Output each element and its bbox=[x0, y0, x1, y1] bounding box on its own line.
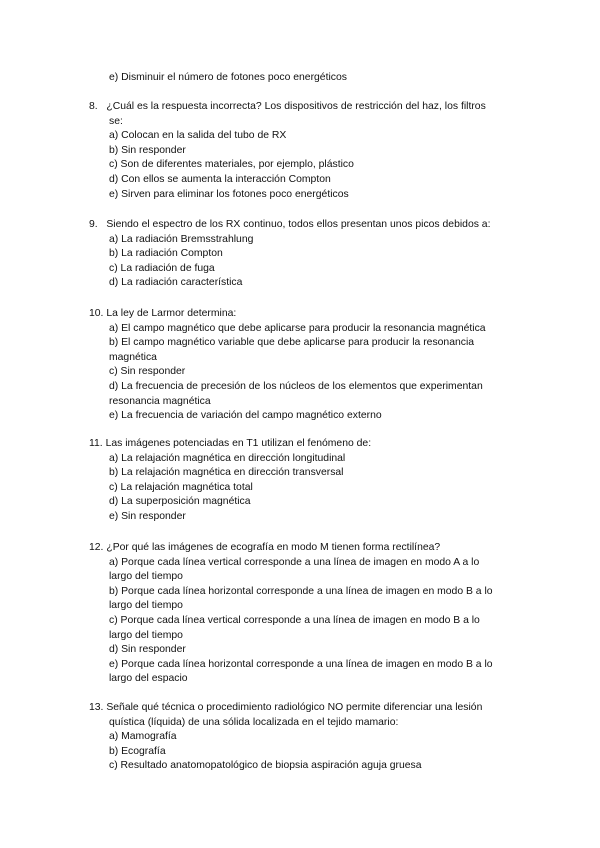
option-a-line-2: largo del tiempo bbox=[109, 571, 183, 583]
question-number: 13. bbox=[89, 702, 104, 713]
option-e: e) Sin responder bbox=[109, 510, 186, 522]
question-text: Señale qué técnica o procedimiento radiológico NO permite diferenciar una lesión bbox=[106, 702, 483, 713]
option-c: c) Sin responder bbox=[109, 366, 186, 378]
option-b-line-1: b) Porque cada línea horizontal corresponde a una línea de imagen en modo B a lo bbox=[109, 585, 493, 597]
option-e: e) Sirven para eliminar los fotones poco energéticos bbox=[109, 188, 349, 200]
previous-question-option-e bbox=[109, 71, 529, 86]
option-a bbox=[109, 556, 529, 585]
option-d-line-2: resonancia magnética bbox=[109, 395, 211, 407]
question-text: Siendo el espectro de los RX continuo, todos ellos presentan unos picos debidos a: bbox=[106, 219, 491, 230]
question-stem bbox=[89, 437, 529, 452]
options-list bbox=[89, 233, 529, 291]
option-b-line-2: largo del tiempo bbox=[109, 600, 183, 612]
option-a: a) La radiación Bremsstrahlung bbox=[109, 233, 254, 245]
options-list bbox=[89, 129, 529, 202]
question-stem bbox=[89, 541, 529, 556]
option-b: b) Sin responder bbox=[109, 144, 186, 156]
option-c: c) La radiación de fuga bbox=[109, 262, 215, 274]
options-list bbox=[89, 556, 529, 687]
option-e: e) La frecuencia de variación del campo magnético externo bbox=[109, 410, 382, 422]
option-c-line-1: c) Porque cada línea vertical corresponde a una línea de imagen en modo B a lo bbox=[109, 614, 480, 626]
question-text-continued: se: bbox=[109, 115, 123, 127]
options-list bbox=[89, 730, 529, 774]
option-b bbox=[109, 336, 529, 365]
question-10 bbox=[89, 307, 529, 424]
option-a-line-1: a) Porque cada línea vertical corresponde a una línea de imagen en modo A a lo bbox=[109, 556, 480, 568]
question-13 bbox=[89, 701, 529, 774]
option-c: c) La relajación magnética total bbox=[109, 481, 253, 493]
question-text: ¿Por qué las imágenes de ecografía en modo M tienen forma rectilínea? bbox=[106, 542, 441, 553]
options-list bbox=[89, 322, 529, 424]
option-e bbox=[109, 658, 529, 687]
question-text: ¿Cuál es la respuesta incorrecta? Los dispositivos de restricción del haz, los filtros bbox=[106, 101, 486, 112]
question-text: Las imágenes potenciadas en T1 utilizan el fenómeno de: bbox=[105, 438, 372, 449]
option-b bbox=[109, 585, 529, 614]
question-stem bbox=[89, 100, 529, 115]
option-c: c) Resultado anatomopatológico de biopsia aspiración aguja gruesa bbox=[109, 760, 422, 772]
option-a: a) La relajación magnética en dirección longitudinal bbox=[109, 452, 346, 464]
option-a: a) Colocan en la salida del tubo de RX bbox=[109, 130, 287, 142]
option-d: d) Con ellos se aumenta la interacción Compton bbox=[109, 173, 331, 185]
option-d: d) Sin responder bbox=[109, 644, 186, 656]
option-d: d) La superposición magnética bbox=[109, 496, 251, 508]
option-b-line-1: b) El campo magnético variable que debe aplicarse para producir la resonancia bbox=[109, 337, 475, 349]
question-11 bbox=[89, 437, 529, 525]
question-8 bbox=[89, 100, 529, 202]
option-c: c) Son de diferentes materiales, por ejemplo, plástico bbox=[109, 159, 354, 171]
question-number: 11. bbox=[89, 438, 103, 449]
question-number: 12. bbox=[89, 542, 104, 553]
option-d bbox=[109, 380, 529, 409]
option-a: a) Mamografía bbox=[109, 731, 177, 743]
option-b: b) Ecografía bbox=[109, 745, 166, 757]
question-number: 10. bbox=[89, 308, 104, 319]
question-text-continued: quística (líquida) de una sólida localizada en el tejido mamario: bbox=[109, 716, 399, 728]
option-e-line-1: e) Porque cada línea horizontal corresponde a una línea de imagen en modo B a lo bbox=[109, 658, 493, 670]
question-9 bbox=[89, 218, 529, 291]
option-text: e) Disminuir el número de fotones poco energéticos bbox=[109, 72, 347, 83]
option-c bbox=[109, 614, 529, 643]
question-12 bbox=[89, 541, 529, 687]
option-d: d) La radiación característica bbox=[109, 277, 243, 289]
option-a: a) El campo magnético que debe aplicarse para producir la resonancia magnética bbox=[109, 322, 486, 334]
question-number: 8. bbox=[89, 101, 98, 112]
option-b: b) La radiación Compton bbox=[109, 248, 223, 260]
option-b-line-2: magnética bbox=[109, 351, 157, 363]
question-text: La ley de Larmor determina: bbox=[106, 308, 237, 319]
question-number: 9. bbox=[89, 219, 98, 230]
option-b: b) La relajación magnética en dirección transversal bbox=[109, 467, 344, 479]
question-stem bbox=[89, 307, 529, 322]
option-c-line-2: largo del tiempo bbox=[109, 629, 183, 641]
question-stem bbox=[89, 701, 529, 716]
option-d-line-1: d) La frecuencia de precesión de los núcleos de los elementos que experimentan bbox=[109, 380, 483, 392]
option-e-line-2: largo del espacio bbox=[109, 673, 188, 685]
options-list bbox=[89, 452, 529, 525]
question-stem bbox=[89, 218, 529, 233]
